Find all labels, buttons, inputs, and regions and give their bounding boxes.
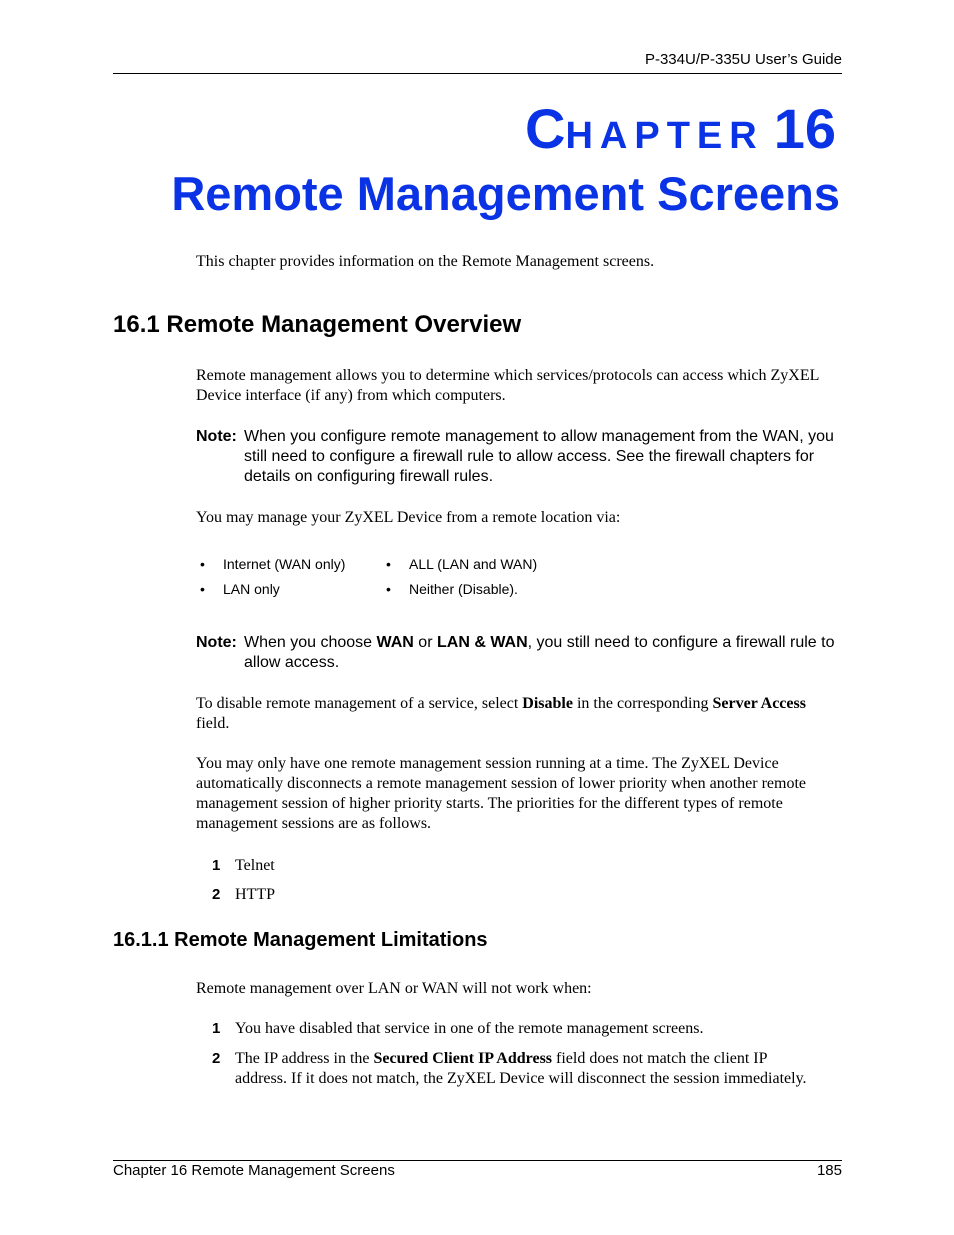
bullet: • <box>386 556 391 572</box>
item-text-suffix: field does not match the client IP address. If it does not match, the ZyXEL Device will disconnect the session immediately. <box>235 1050 807 1087</box>
overview-paragraph-4: You may only have one remote management session running at a time. The ZyXEL Device automatically disconnects a remote management session of lower priority when another remote management session of higher priority starts. The priorities for the different types of remote management sessions are as follows. <box>196 755 807 832</box>
priority-item <box>212 856 842 876</box>
intro-paragraph: This chapter provides information on the Remote Management screens. <box>196 253 655 270</box>
item-text-prefix: The IP address in the <box>235 1050 374 1067</box>
note-term-lan-wan: LAN & WAN <box>436 634 528 651</box>
chapter-label-initial: C <box>525 97 566 160</box>
bullet: • <box>200 581 205 597</box>
option-label: LAN only <box>223 581 280 597</box>
list-item <box>200 581 280 597</box>
note-firewall-wan <box>196 427 846 487</box>
limitations-paragraph: Remote management over LAN or WAN will not work when: <box>196 980 592 997</box>
footer-chapter-title: Chapter 16 Remote Management Screens <box>113 1162 395 1179</box>
bullet: • <box>386 581 391 597</box>
para-text: in the corresponding <box>572 695 713 712</box>
note-text <box>244 633 846 673</box>
priority-item <box>212 885 842 905</box>
chapter-title: Remote Management Screens <box>171 167 840 220</box>
guide-title: P-334U/P-335U User’s Guide <box>644 51 842 68</box>
term-disable: Disable <box>522 695 573 712</box>
option-label: Neither (Disable). <box>409 581 518 597</box>
item-number: 2 <box>212 1050 221 1067</box>
term-server-access: Server Access <box>712 695 806 712</box>
overview-paragraph-2: You may manage your ZyXEL Device from a remote location via: <box>196 509 621 526</box>
para-text: field. <box>196 715 230 732</box>
note-text-prefix: When you choose <box>244 634 377 651</box>
chapter-label <box>525 96 836 161</box>
footer-rule <box>113 1160 842 1161</box>
list-item <box>386 581 518 597</box>
list-item <box>386 556 537 572</box>
page-number: 185 <box>816 1162 842 1179</box>
note-lan-wan <box>196 633 846 673</box>
item-number: 1 <box>212 857 221 874</box>
overview-paragraph-3 <box>196 694 842 734</box>
item-number: 1 <box>212 1020 221 1037</box>
list-item <box>200 556 345 572</box>
chapter-label-rest: HAPTER <box>565 115 764 157</box>
chapter-number: 16 <box>773 97 836 160</box>
limitation-item <box>212 1019 842 1039</box>
item-text: You have disabled that service in one of the remote management screens. <box>235 1020 704 1037</box>
note-text-suffix: , you still need to configure a firewall rule to allow access. <box>244 634 835 671</box>
note-label: Note: <box>196 634 237 651</box>
section-heading-overview: 16.1 Remote Management Overview <box>113 311 522 338</box>
note-text-mid: or <box>413 634 437 651</box>
item-text: Telnet <box>235 857 275 874</box>
note-term-wan: WAN <box>376 634 414 651</box>
option-label: Internet (WAN only) <box>223 556 346 572</box>
item-text: HTTP <box>235 886 275 903</box>
note-label: Note: <box>196 428 237 445</box>
term-secured-client-ip: Secured Client IP Address <box>373 1050 553 1067</box>
item-text <box>235 1049 812 1089</box>
overview-paragraph-1: Remote management allows you to determine which services/protocols can access which ZyXEL Device interface (if any) from which computers. <box>196 367 819 404</box>
limitation-item <box>212 1049 812 1089</box>
note-text: When you configure remote management to allow management from the WAN, you still need to configure a firewall rule to allow access. See the firewall chapters for details on configuring firewall rules. <box>244 428 834 485</box>
section-heading-limitations: 16.1.1 Remote Management Limitations <box>113 929 488 951</box>
option-label: ALL (LAN and WAN) <box>409 556 538 572</box>
item-number: 2 <box>212 886 221 903</box>
bullet: • <box>200 556 205 572</box>
para-text: To disable remote management of a service, select <box>196 695 523 712</box>
header-rule <box>113 73 842 74</box>
